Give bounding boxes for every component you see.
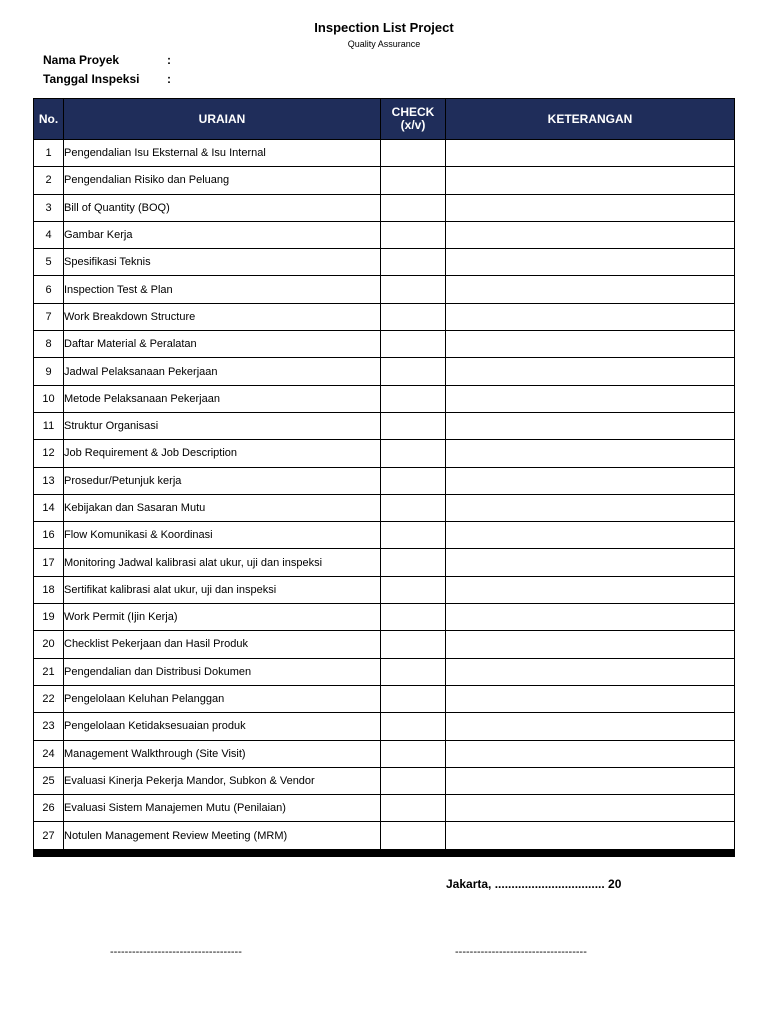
row-description: Jadwal Pelaksanaan Pekerjaan [64, 358, 381, 385]
row-number: 3 [34, 194, 64, 221]
keterangan-cell[interactable] [446, 604, 735, 631]
project-name-field [43, 53, 171, 67]
table-row [34, 276, 735, 303]
keterangan-cell[interactable] [446, 331, 735, 358]
row-number: 12 [34, 440, 64, 467]
table-row [34, 140, 735, 167]
project-name-colon: : [167, 53, 171, 67]
row-description: Daftar Material & Peralatan [64, 331, 381, 358]
row-description: Gambar Kerja [64, 221, 381, 248]
table-row [34, 685, 735, 712]
keterangan-cell[interactable] [446, 303, 735, 330]
keterangan-cell[interactable] [446, 822, 735, 853]
table-row [34, 767, 735, 794]
check-cell[interactable] [381, 194, 446, 221]
row-description: Pengendalian Risiko dan Peluang [64, 167, 381, 194]
table-row [34, 822, 735, 853]
row-description: Sertifikat kalibrasi alat ukur, uji dan inspeksi [64, 576, 381, 603]
check-cell[interactable] [381, 467, 446, 494]
row-description: Work Permit (Ijin Kerja) [64, 604, 381, 631]
row-number: 1 [34, 140, 64, 167]
table-row [34, 713, 735, 740]
row-description: Evaluasi Sistem Manajemen Mutu (Penilaian) [64, 795, 381, 822]
row-description: Work Breakdown Structure [64, 303, 381, 330]
row-number: 13 [34, 467, 64, 494]
row-number: 11 [34, 412, 64, 439]
keterangan-cell[interactable] [446, 795, 735, 822]
row-description: Management Walkthrough (Site Visit) [64, 740, 381, 767]
check-cell[interactable] [381, 604, 446, 631]
signature-line-left: ------------------------------------ [110, 946, 242, 958]
keterangan-cell[interactable] [446, 740, 735, 767]
table-row [34, 331, 735, 358]
keterangan-cell[interactable] [446, 412, 735, 439]
inspection-table [33, 98, 735, 857]
keterangan-cell[interactable] [446, 249, 735, 276]
check-cell[interactable] [381, 412, 446, 439]
table-row [34, 167, 735, 194]
row-number: 8 [34, 331, 64, 358]
row-description: Kebijakan dan Sasaran Mutu [64, 494, 381, 521]
row-number: 9 [34, 358, 64, 385]
keterangan-cell[interactable] [446, 167, 735, 194]
table-row [34, 549, 735, 576]
row-description: Inspection Test & Plan [64, 276, 381, 303]
keterangan-cell[interactable] [446, 467, 735, 494]
column-header-check: CHECK (x/v) [381, 99, 446, 140]
row-number: 22 [34, 685, 64, 712]
table-row [34, 385, 735, 412]
row-number: 26 [34, 795, 64, 822]
check-cell[interactable] [381, 522, 446, 549]
check-cell[interactable] [381, 549, 446, 576]
check-cell[interactable] [381, 713, 446, 740]
signature-line-right: ------------------------------------ [455, 946, 587, 958]
check-cell[interactable] [381, 221, 446, 248]
row-description: Pengendalian dan Distribusi Dokumen [64, 658, 381, 685]
table-row [34, 795, 735, 822]
row-number: 16 [34, 522, 64, 549]
row-description: Checklist Pekerjaan dan Hasil Produk [64, 631, 381, 658]
keterangan-cell[interactable] [446, 713, 735, 740]
row-description: Evaluasi Kinerja Pekerja Mandor, Subkon & Vendor [64, 767, 381, 794]
check-cell[interactable] [381, 576, 446, 603]
check-cell[interactable] [381, 167, 446, 194]
table-body [34, 140, 735, 853]
check-cell[interactable] [381, 303, 446, 330]
table-row [34, 440, 735, 467]
keterangan-cell[interactable] [446, 685, 735, 712]
column-header-keterangan: KETERANGAN [446, 99, 735, 140]
row-number: 27 [34, 822, 64, 853]
row-description: Pengelolaan Ketidaksesuaian produk [64, 713, 381, 740]
row-description: Spesifikasi Teknis [64, 249, 381, 276]
table-row [34, 412, 735, 439]
keterangan-cell[interactable] [446, 767, 735, 794]
keterangan-cell[interactable] [446, 385, 735, 412]
table-header-row [34, 99, 735, 140]
row-description: Struktur Organisasi [64, 412, 381, 439]
check-cell[interactable] [381, 767, 446, 794]
row-number: 5 [34, 249, 64, 276]
table-row [34, 522, 735, 549]
row-number: 7 [34, 303, 64, 330]
row-description: Pengendalian Isu Eksternal & Isu Internal [64, 140, 381, 167]
keterangan-cell[interactable] [446, 276, 735, 303]
keterangan-cell[interactable] [446, 358, 735, 385]
row-number: 18 [34, 576, 64, 603]
column-header-no: No. [34, 99, 64, 140]
table-row [34, 576, 735, 603]
keterangan-cell[interactable] [446, 221, 735, 248]
table-row [34, 631, 735, 658]
row-description: Metode Pelaksanaan Pekerjaan [64, 385, 381, 412]
check-cell[interactable] [381, 440, 446, 467]
row-number: 14 [34, 494, 64, 521]
keterangan-cell[interactable] [446, 440, 735, 467]
row-number: 2 [34, 167, 64, 194]
check-cell[interactable] [381, 385, 446, 412]
check-cell[interactable] [381, 795, 446, 822]
document-title: Inspection List Project [314, 20, 454, 35]
inspection-date-field [43, 72, 171, 86]
keterangan-cell[interactable] [446, 658, 735, 685]
keterangan-cell[interactable] [446, 140, 735, 167]
table-row [34, 604, 735, 631]
inspection-date-label: Tanggal Inspeksi [43, 72, 140, 86]
table-row [34, 194, 735, 221]
row-number: 19 [34, 604, 64, 631]
place-date: Jakarta, ................................. 20 [446, 877, 622, 891]
row-number: 17 [34, 549, 64, 576]
check-cell[interactable] [381, 658, 446, 685]
check-cell[interactable] [381, 822, 446, 853]
table-row [34, 358, 735, 385]
keterangan-cell[interactable] [446, 522, 735, 549]
check-cell[interactable] [381, 249, 446, 276]
check-cell[interactable] [381, 331, 446, 358]
table-row [34, 249, 735, 276]
check-cell[interactable] [381, 685, 446, 712]
row-number: 24 [34, 740, 64, 767]
row-description: Flow Komunikasi & Koordinasi [64, 522, 381, 549]
row-number: 6 [34, 276, 64, 303]
row-description: Job Requirement & Job Description [64, 440, 381, 467]
column-header-uraian: URAIAN [64, 99, 381, 140]
row-number: 25 [34, 767, 64, 794]
row-description: Monitoring Jadwal kalibrasi alat ukur, uji dan inspeksi [64, 549, 381, 576]
row-description: Prosedur/Petunjuk kerja [64, 467, 381, 494]
check-cell[interactable] [381, 631, 446, 658]
row-number: 10 [34, 385, 64, 412]
row-number: 21 [34, 658, 64, 685]
row-number: 4 [34, 221, 64, 248]
document-subtitle: Quality Assurance [347, 39, 421, 49]
row-number: 23 [34, 713, 64, 740]
row-description: Pengelolaan Keluhan Pelanggan [64, 685, 381, 712]
check-cell[interactable] [381, 358, 446, 385]
keterangan-cell[interactable] [446, 194, 735, 221]
table-row [34, 658, 735, 685]
keterangan-cell[interactable] [446, 576, 735, 603]
keterangan-cell[interactable] [446, 631, 735, 658]
table-row [34, 303, 735, 330]
check-cell[interactable] [381, 494, 446, 521]
check-cell[interactable] [381, 740, 446, 767]
table-row [34, 221, 735, 248]
keterangan-cell[interactable] [446, 549, 735, 576]
inspection-date-colon: : [167, 72, 171, 86]
check-cell[interactable] [381, 276, 446, 303]
project-name-label: Nama Proyek [43, 53, 120, 67]
table-row [34, 494, 735, 521]
table-row [34, 740, 735, 767]
keterangan-cell[interactable] [446, 494, 735, 521]
row-description: Notulen Management Review Meeting (MRM) [64, 822, 381, 853]
row-description: Bill of Quantity (BOQ) [64, 194, 381, 221]
table-row [34, 467, 735, 494]
check-cell[interactable] [381, 140, 446, 167]
row-number: 20 [34, 631, 64, 658]
